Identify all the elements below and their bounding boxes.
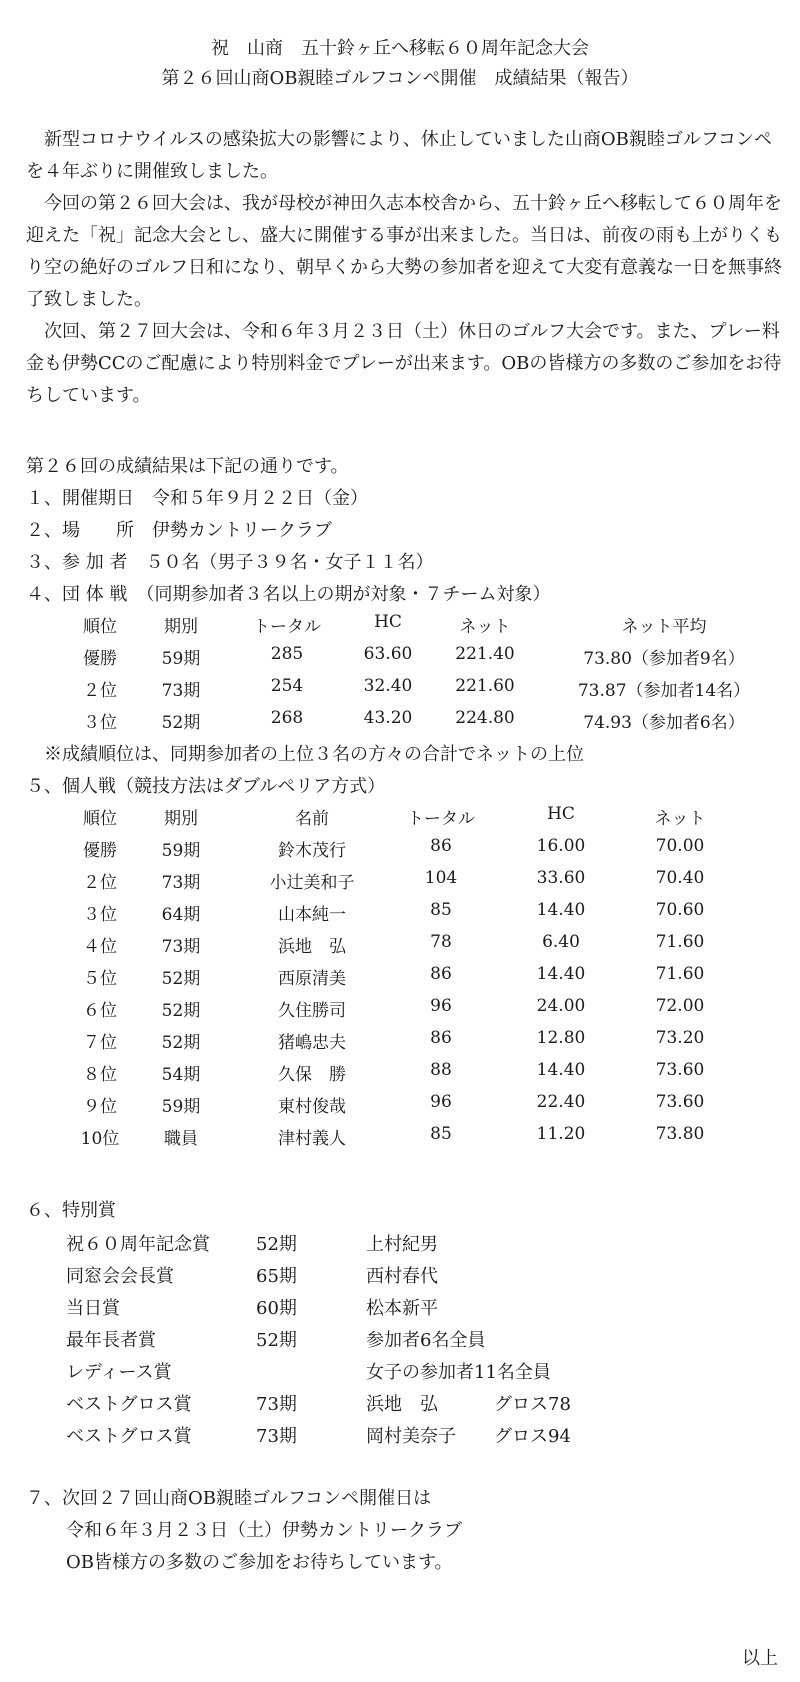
special-award-cell: 52期	[256, 1234, 297, 1255]
item-participants: ３、参 加 者 ５０名（男子３９名・女子１１名）	[26, 552, 434, 573]
table-cell: 74.93（参加者6名）	[583, 713, 745, 733]
table-cell: 52期	[161, 1001, 201, 1021]
table-cell: 10位	[80, 1129, 120, 1149]
table-cell: 54期	[161, 1065, 201, 1085]
table-cell: ６位	[83, 1001, 117, 1021]
table-cell: 85	[430, 900, 452, 920]
table-cell: 優勝	[83, 841, 117, 861]
special-award-cell: 65期	[256, 1266, 297, 1287]
intro-paragraph-1: 新型コロナウイルスの感染拡大の影響により、休止していました山商OB親睦ゴルフコンペを４年ぶりに開催致しました。	[26, 129, 773, 182]
individual-table-header: HC	[547, 804, 575, 824]
team-table-header: 期別	[164, 617, 198, 637]
individual-table-header: 順位	[83, 809, 117, 829]
special-award-cell: 上村紀男	[366, 1234, 438, 1255]
title-line-2: 第２６回山商OB親睦ゴルフコンペ開催 成績結果（報告）	[161, 68, 639, 89]
table-cell: 6.40	[542, 932, 580, 952]
table-cell: 221.40	[455, 644, 515, 664]
table-cell: 52期	[161, 713, 201, 733]
table-cell: 285	[270, 644, 304, 664]
intro-paragraphs	[26, 124, 786, 412]
table-cell: 山本純一	[278, 905, 346, 925]
special-award-cell: 浜地 弘	[366, 1394, 438, 1415]
table-cell: ８位	[83, 1065, 117, 1085]
next-line-2: OB皆様方の多数のご参加をお待ちしています。	[66, 1552, 453, 1573]
table-cell: 12.80	[536, 1028, 586, 1048]
table-cell: ２位	[83, 681, 117, 701]
intro-paragraph-3: 次回、第２７回大会は、令和６年３月２３日（土）休日のゴルフ大会です。また、プレー料金も伊勢CCのご配慮により特別料金でプレーが出来ます。OBの皆様方の多数のご参加をお待ちしています。	[26, 321, 782, 406]
table-cell: 73期	[161, 873, 201, 893]
table-cell: 24.00	[536, 996, 586, 1016]
team-table-header: ネット平均	[621, 617, 707, 637]
table-cell: 32.40	[363, 676, 413, 696]
table-cell: ９位	[83, 1097, 117, 1117]
item-date: １、開催期日 令和５年９月２２日（金）	[26, 488, 368, 509]
table-cell: 70.60	[655, 900, 705, 920]
table-cell: 西原清美	[278, 969, 346, 989]
special-award-cell: 松本新平	[366, 1298, 438, 1319]
special-award-cell: レディース賞	[66, 1362, 172, 1383]
table-cell: 88	[430, 1060, 452, 1080]
title-line-1: 祝 山商 五十鈴ヶ丘へ移転６０周年記念大会	[211, 38, 589, 59]
table-cell: 14.40	[536, 900, 586, 920]
table-cell: 11.20	[536, 1124, 586, 1144]
table-cell: 43.20	[363, 708, 413, 728]
table-cell: 64期	[161, 905, 201, 925]
table-cell: 59期	[161, 649, 201, 669]
individual-table-header: トータル	[407, 809, 475, 829]
table-cell: 96	[430, 1092, 452, 1112]
individual-table-header: 名前	[295, 809, 329, 829]
special-award-cell: 最年長者賞	[66, 1330, 156, 1351]
table-cell: ４位	[83, 937, 117, 957]
table-cell: ２位	[83, 873, 117, 893]
table-cell: 70.40	[655, 868, 705, 888]
team-table-header: 順位	[83, 617, 117, 637]
table-cell: ７位	[83, 1033, 117, 1053]
table-cell: 73.80	[655, 1124, 705, 1144]
table-cell: 221.60	[455, 676, 515, 696]
special-award-cell: グロス78	[494, 1394, 571, 1415]
special-heading: ６、特別賞	[26, 1200, 116, 1221]
table-cell: 73.87（参加者14名）	[577, 681, 751, 701]
individual-heading: ５、個人戦（競技方法はダブルペリア方式）	[26, 776, 386, 797]
table-cell: 73.60	[655, 1092, 705, 1112]
special-award-cell: ベストグロス賞	[66, 1394, 192, 1415]
table-cell: ３位	[83, 713, 117, 733]
table-cell: 71.60	[655, 932, 705, 952]
table-cell: 52期	[161, 969, 201, 989]
table-cell: 14.40	[536, 964, 586, 984]
table-cell: 224.80	[455, 708, 515, 728]
team-table-header: HC	[374, 612, 402, 632]
table-cell: 59期	[161, 841, 201, 861]
table-cell: 254	[270, 676, 304, 696]
table-cell: 久保 勝	[278, 1065, 346, 1085]
table-cell: 浜地 弘	[278, 937, 346, 957]
table-cell: 東村俊哉	[278, 1097, 346, 1117]
table-cell: 85	[430, 1124, 452, 1144]
intro-paragraph-2: 今回の第２６回大会は、我が母校が神田久志本校舎から、五十鈴ヶ丘へ移転して６０周年を迎えた「祝」記念大会とし、盛大に開催する事が出来ました。当日は、前夜の雨も上がりくもり空の絶好のゴルフ日和になり、朝早くから大勢の参加者を迎えて大変有意義な一日を無事終了致しました。	[26, 193, 782, 310]
table-cell: 70.00	[655, 836, 705, 856]
table-cell: 14.40	[536, 1060, 586, 1080]
table-cell: 33.60	[536, 868, 586, 888]
table-cell: 小辻美和子	[269, 873, 355, 893]
table-cell: 16.00	[536, 836, 586, 856]
table-cell: 71.60	[655, 964, 705, 984]
next-line-1: 令和６年３月２３日（土）伊勢カントリークラブ	[66, 1520, 462, 1541]
table-cell: 96	[430, 996, 452, 1016]
individual-table-header: ネット	[654, 809, 706, 829]
special-award-cell: 当日賞	[66, 1298, 120, 1319]
special-award-cell: 同窓会会長賞	[66, 1266, 174, 1287]
item-team-heading: ４、団 体 戦 （同期参加者３名以上の期が対象・７チーム対象）	[26, 584, 551, 605]
table-cell: 86	[430, 836, 452, 856]
table-cell: 63.60	[363, 644, 413, 664]
table-cell: 104	[424, 868, 458, 888]
team-table-header: トータル	[253, 617, 321, 637]
special-award-cell: グロス94	[494, 1426, 571, 1447]
next-heading: ７、次回２７回山商OB親睦ゴルフコンペ開催日は	[26, 1488, 432, 1509]
special-award-cell: 西村春代	[366, 1266, 438, 1287]
special-award-cell: 祝６０周年記念賞	[66, 1234, 210, 1255]
individual-table-header: 期別	[164, 809, 198, 829]
table-cell: ３位	[83, 905, 117, 925]
special-award-cell: 女子の参加者11名全員	[366, 1362, 551, 1383]
special-award-cell: 岡村美奈子	[366, 1426, 456, 1447]
table-cell: 73期	[161, 937, 201, 957]
table-cell: 73.60	[655, 1060, 705, 1080]
table-cell: 猪嶋忠夫	[278, 1033, 346, 1053]
table-cell: ５位	[83, 969, 117, 989]
table-cell: 78	[430, 932, 452, 952]
table-cell: 86	[430, 964, 452, 984]
table-cell: 52期	[161, 1033, 201, 1053]
table-cell: 73.80（参加者9名）	[583, 649, 745, 669]
special-award-cell: 52期	[256, 1330, 297, 1351]
table-cell: 73.20	[655, 1028, 705, 1048]
team-note: ※成績順位は、同期参加者の上位３名の方々の合計でネットの上位	[44, 744, 584, 765]
table-cell: 22.40	[536, 1092, 586, 1112]
table-cell: 268	[270, 708, 304, 728]
table-cell: 72.00	[655, 996, 705, 1016]
table-cell: 73期	[161, 681, 201, 701]
table-cell: 職員	[164, 1129, 198, 1149]
team-table-header: ネット	[459, 617, 511, 637]
special-award-cell: 73期	[256, 1426, 297, 1447]
item-venue: ２、場 所 伊勢カントリークラブ	[26, 520, 332, 541]
special-award-cell: 73期	[256, 1394, 297, 1415]
closing-mark: 以上	[742, 1648, 778, 1669]
table-cell: 優勝	[83, 649, 117, 669]
table-cell: 59期	[161, 1097, 201, 1117]
table-cell: 86	[430, 1028, 452, 1048]
table-cell: 久住勝司	[278, 1001, 346, 1021]
special-award-cell: 参加者6名全員	[366, 1330, 486, 1351]
table-cell: 鈴木茂行	[278, 841, 346, 861]
special-award-cell: 60期	[256, 1298, 297, 1319]
special-award-cell: ベストグロス賞	[66, 1426, 192, 1447]
table-cell: 津村義人	[278, 1129, 346, 1149]
results-intro: 第２６回の成績結果は下記の通りです。	[26, 456, 349, 477]
